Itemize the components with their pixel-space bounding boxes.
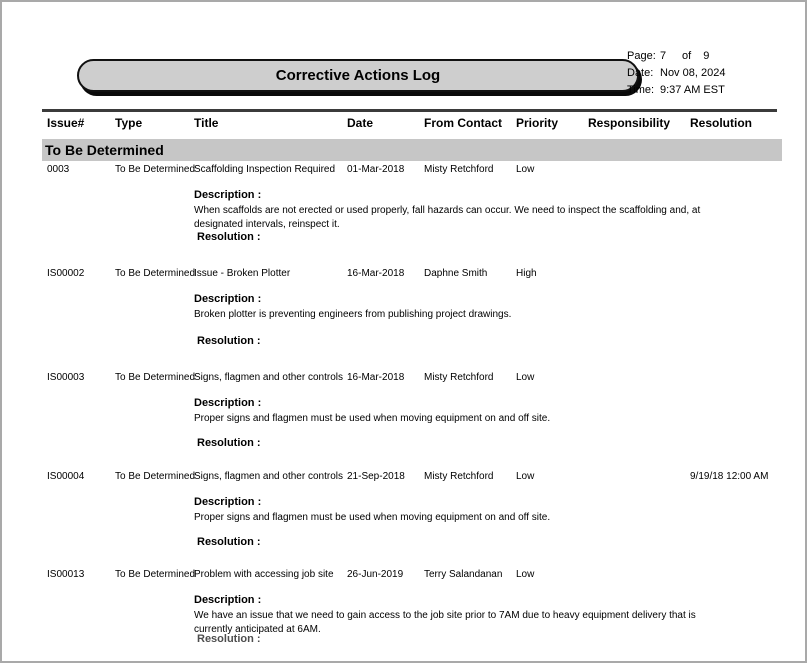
description-label: Description : xyxy=(194,397,262,409)
resolution-label: Resolution : xyxy=(197,536,261,548)
column-header-from-contact: From Contact xyxy=(424,116,502,130)
date-info xyxy=(627,67,777,79)
of-label: of xyxy=(682,50,692,62)
issue-row xyxy=(42,372,782,471)
description-text: Broken plotter is preventing engineers from publishing project drawings. xyxy=(194,309,512,320)
issue-responsibility xyxy=(588,471,690,482)
description-text: Proper signs and flagmen must be used when moving equipment on and off site. xyxy=(194,512,551,523)
issue-from-contact: Misty Retchford xyxy=(424,164,494,175)
issue-number: IS00002 xyxy=(47,268,85,279)
issue-priority: Low xyxy=(516,569,535,580)
issue-title: Signs, flagmen and other controls xyxy=(194,372,343,383)
column-header-responsibility: Responsibility xyxy=(588,116,671,130)
issue-resolution-date xyxy=(690,372,777,383)
page-label: Page: xyxy=(627,50,656,62)
column-header-date: Date xyxy=(347,116,374,130)
resolution-label: Resolution : xyxy=(197,335,261,347)
description-label: Description : xyxy=(194,496,262,508)
issue-resolution-date xyxy=(690,569,777,580)
time-label: Time: xyxy=(627,84,655,96)
report-meta xyxy=(627,50,777,101)
issue-main-line xyxy=(42,268,777,279)
issue-type: To Be Determined xyxy=(115,372,196,383)
time-info xyxy=(627,84,777,96)
issue-date: 01-Mar-2018 xyxy=(347,164,405,175)
issue-main-line xyxy=(42,569,777,580)
issue-date: 16-Mar-2018 xyxy=(347,268,405,279)
issue-number: IS00013 xyxy=(47,569,85,580)
issue-date: 16-Mar-2018 xyxy=(347,372,405,383)
column-header-type: Type xyxy=(115,116,143,130)
column-header-issue: Issue# xyxy=(47,116,85,130)
issue-row xyxy=(42,164,782,268)
issue-row xyxy=(42,569,782,663)
issue-date: 26-Jun-2019 xyxy=(347,569,404,580)
resolution-label: Resolution : xyxy=(197,633,261,645)
report-title-banner xyxy=(77,59,639,92)
date-value: Nov 08, 2024 xyxy=(660,67,726,79)
issue-from-contact: Terry Salandanan xyxy=(424,569,503,580)
issue-rows xyxy=(42,164,782,663)
description-label: Description : xyxy=(194,293,262,305)
section-title: To Be Determined xyxy=(45,142,164,158)
issue-main-line xyxy=(42,164,777,175)
issue-responsibility xyxy=(588,268,690,279)
issue-resolution-date: 9/19/18 12:00 AM xyxy=(690,471,769,482)
issue-main-line xyxy=(42,372,777,383)
issue-from-contact: Misty Retchford xyxy=(424,471,494,482)
description-label: Description : xyxy=(194,189,262,201)
description-text: Proper signs and flagmen must be used when moving equipment on and off site. xyxy=(194,413,551,424)
issue-title: Signs, flagmen and other controls xyxy=(194,471,343,482)
time-value: 9:37 AM EST xyxy=(660,84,725,96)
date-label: Date: xyxy=(627,67,654,79)
header-rule xyxy=(42,109,777,112)
description-text: We have an issue that we need to gain access to the job site prior to 7AM due to heavy equipment delivery that is currently anticipated at 6AM. xyxy=(194,610,696,635)
issue-from-contact: Daphne Smith xyxy=(424,268,488,279)
issue-type: To Be Determined xyxy=(115,471,196,482)
report-title: Corrective Actions Log xyxy=(275,67,441,84)
issue-priority: Low xyxy=(516,372,535,383)
issue-responsibility xyxy=(588,164,690,175)
description-text: When scaffolds are not erected or used properly, fall hazards can occur. We need to inspect the scaffolding and, at designated intervals, reinspect it. xyxy=(194,205,701,230)
issue-type: To Be Determined xyxy=(115,268,196,279)
issue-number: IS00003 xyxy=(47,372,85,383)
issue-title: Issue - Broken Plotter xyxy=(194,268,291,279)
issue-row xyxy=(42,471,782,569)
resolution-label: Resolution : xyxy=(197,437,261,449)
issue-title: Problem with accessing job site xyxy=(194,569,334,580)
column-header-title: Title xyxy=(194,116,219,130)
issue-number: IS00004 xyxy=(47,471,85,482)
issue-responsibility xyxy=(588,569,690,580)
table-header-row xyxy=(42,116,777,130)
issue-number: 0003 xyxy=(47,164,70,175)
page-info xyxy=(627,50,777,62)
issue-priority: High xyxy=(516,268,537,279)
issue-row xyxy=(42,268,782,372)
issue-responsibility xyxy=(588,372,690,383)
column-header-priority: Priority xyxy=(516,116,559,130)
issue-title: Scaffolding Inspection Required xyxy=(194,164,336,175)
issue-main-line xyxy=(42,471,777,482)
resolution-label: Resolution : xyxy=(197,231,261,243)
issue-from-contact: Misty Retchford xyxy=(424,372,494,383)
issue-priority: Low xyxy=(516,164,535,175)
section-band xyxy=(42,139,782,161)
description-label: Description : xyxy=(194,594,262,606)
issue-resolution-date xyxy=(690,268,777,279)
page-number: 7 of 9 xyxy=(660,50,713,62)
issue-priority: Low xyxy=(516,471,535,482)
column-header-resolution: Resolution xyxy=(690,116,752,130)
issue-type: To Be Determined xyxy=(115,569,196,580)
issue-resolution-date xyxy=(690,164,777,175)
issue-type: To Be Determined xyxy=(115,164,196,175)
issue-date: 21-Sep-2018 xyxy=(347,471,405,482)
total-pages: 9 xyxy=(703,50,710,62)
